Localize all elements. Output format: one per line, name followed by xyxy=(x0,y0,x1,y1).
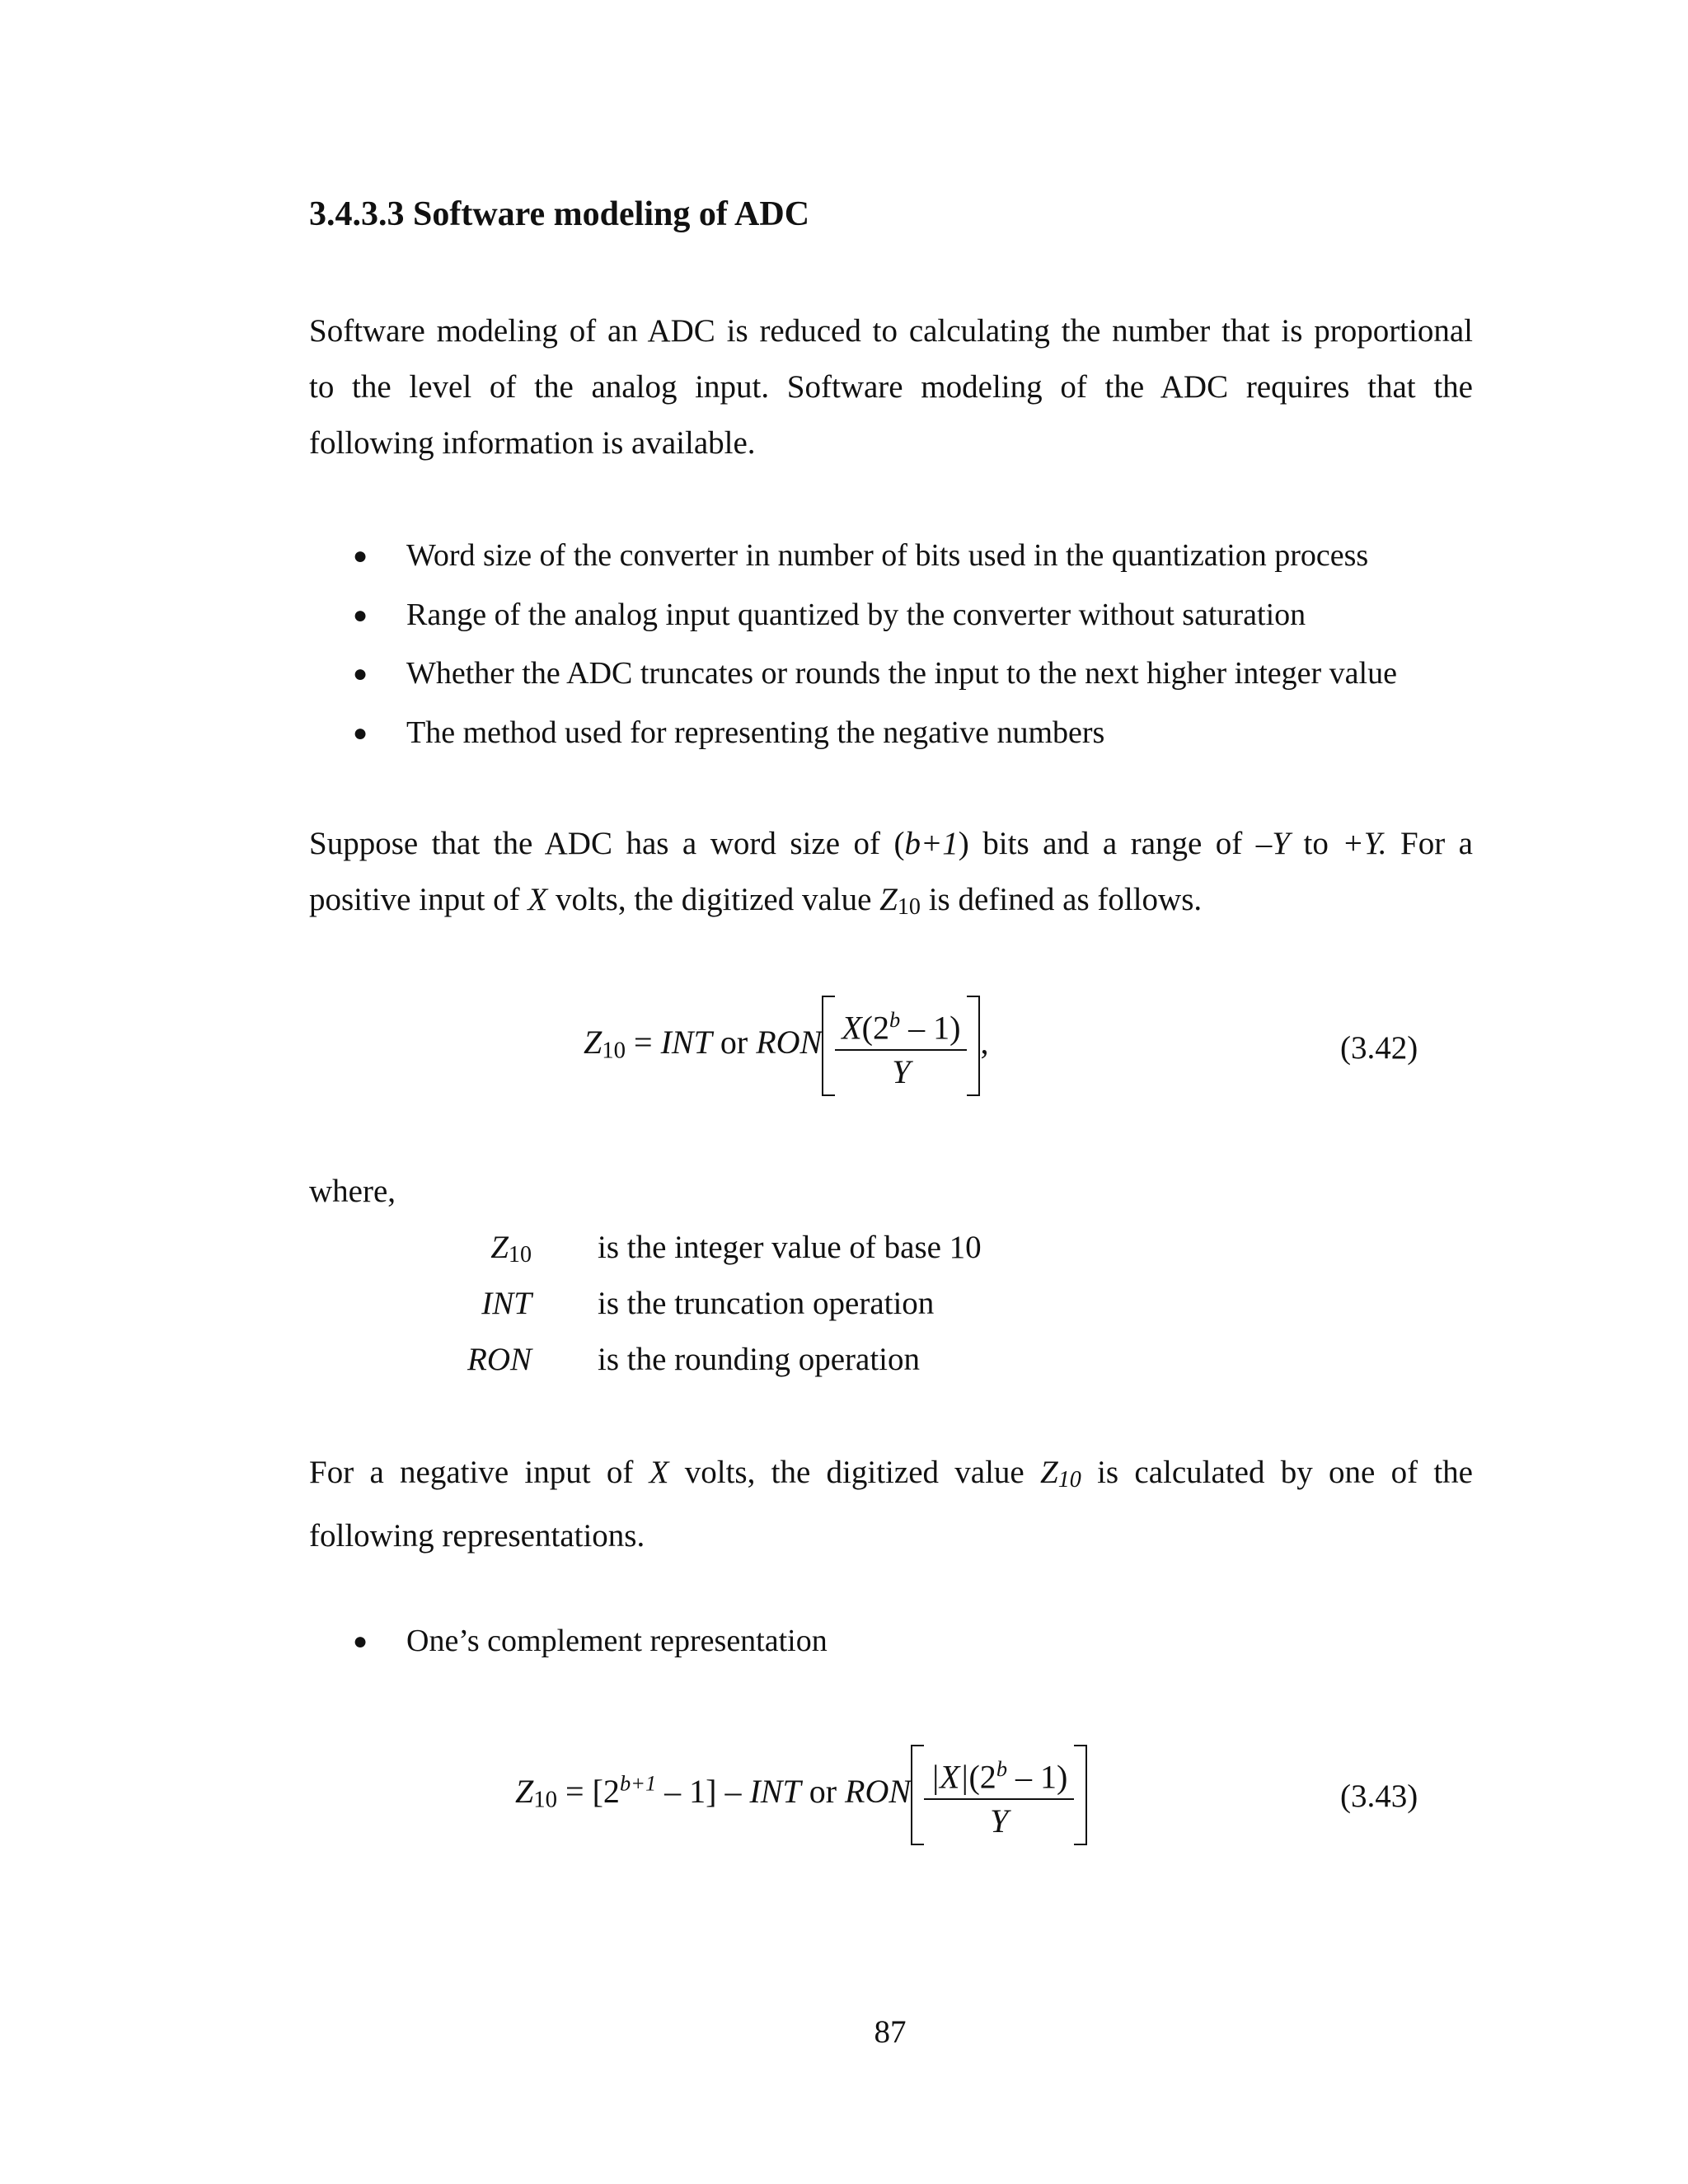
where-label: where, xyxy=(309,1174,396,1209)
list-item: ● Whether the ADC truncates or rounds the input to the next higher integer value xyxy=(309,644,1397,704)
bullet-icon: ● xyxy=(353,542,368,569)
intro-line-1: Software modeling of an ADC is reduced to calculating the number that is proportional xyxy=(309,313,1473,349)
intro-line-3: following information is available. xyxy=(309,425,756,461)
left-bracket xyxy=(822,996,835,1096)
section-heading: 3.4.3.3 Software modeling of ADC xyxy=(309,195,810,233)
equation-3-43: $Z_{10} = [2^{b+1} - 1]$ – INT or RON $\frac{|X|(2^b - 1)}{Y}$ xyxy=(515,1745,1087,1845)
fraction: $\frac{X(2^b - 1)}{Y}$ xyxy=(835,998,967,1094)
definitions-list: $Z_{10}$ is the integer value of base 10 INT is the truncation operation RON is the rounding operation xyxy=(467,1230,982,1377)
bullet-icon: ● xyxy=(353,1628,368,1655)
equation-number-3-43: (3.43) xyxy=(1340,1779,1418,1814)
representation-list xyxy=(309,1612,828,1671)
list-item: ● Range of the analog input quantized by the converter without saturation xyxy=(309,586,1397,645)
fraction: $\frac{|X|(2^b - 1)}{Y}$ xyxy=(924,1747,1074,1844)
bullet-icon: ● xyxy=(353,601,368,629)
intro-line-2: to the level of the analog input. Software modeling of the ADC requires that the xyxy=(309,369,1473,405)
list-item: ● One’s complement representation xyxy=(309,1612,828,1671)
intro-paragraph xyxy=(309,303,1473,471)
equation-number-3-42: (3.42) xyxy=(1340,1030,1418,1066)
bullet-icon: ● xyxy=(353,660,368,687)
list-item: ● The method used for representing the negative numbers xyxy=(309,704,1397,763)
requirements-list xyxy=(309,527,1397,762)
suppose-paragraph xyxy=(309,816,1473,935)
equation-3-42: $Z_{10}$ = INT or RON $\frac{X(2^b - 1)}{Y}$ , xyxy=(584,996,988,1096)
left-bracket xyxy=(911,1745,924,1845)
negative-line-2: following representations. xyxy=(309,1518,645,1554)
page-number: 87 xyxy=(874,2014,907,2050)
bullet-icon: ● xyxy=(353,719,368,747)
negative-input-paragraph xyxy=(309,1445,1473,1564)
right-bracket xyxy=(1074,1745,1087,1845)
suppose-line-2: positive input of X volts, the digitized value $Z_{10}$ is defined as follows. xyxy=(309,882,1203,921)
list-item: ● Word size of the converter in number of bits used in the quantization process xyxy=(309,527,1397,586)
negative-line-1: For a negative input of X volts, the digitized value $Z_{10}$ is calculated by one of the xyxy=(309,1455,1473,1493)
right-bracket xyxy=(967,996,980,1096)
suppose-line-1: Suppose that the ADC has a word size of (b+1) bits and a range of –Y to +Y. For a xyxy=(309,826,1473,861)
